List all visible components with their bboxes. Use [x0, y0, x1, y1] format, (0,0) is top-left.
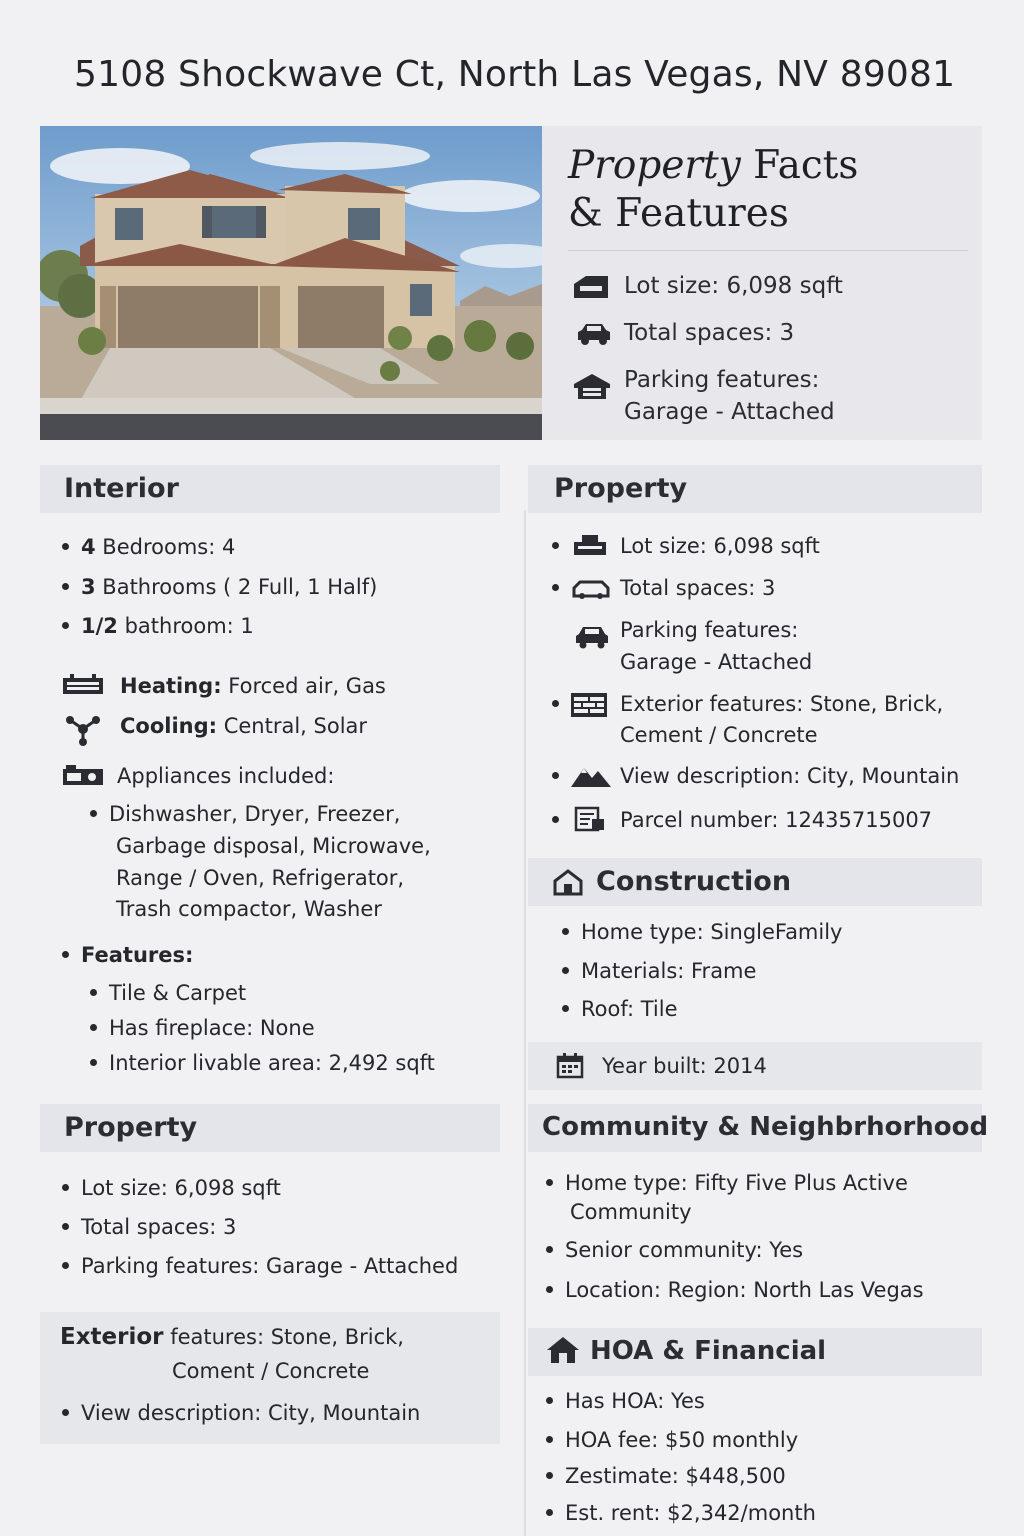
property-left-header — [40, 1104, 500, 1152]
appliances-label: Appliances included: — [117, 764, 335, 788]
property-right-header-label: Property — [554, 473, 688, 504]
property-exterior-l2: Cement / Concrete — [620, 723, 818, 747]
column-divider — [524, 510, 526, 1536]
construction-header — [528, 858, 982, 906]
exterior-features-row: Exterior features: Stone, Brick, — [60, 1324, 404, 1350]
list-item: Location: Region: North Las Vegas — [546, 1275, 924, 1305]
property-right-header — [528, 465, 982, 513]
interior-header — [40, 465, 500, 513]
home-filled-icon — [546, 1336, 580, 1364]
facts-title — [568, 142, 858, 238]
facts-divider — [568, 250, 968, 251]
list-item: Est. rent: $2,342/month — [546, 1498, 816, 1528]
construction-header-label: Construction — [596, 866, 792, 897]
appliances-line-2: Garbage disposal, Microwave, — [116, 834, 431, 858]
list-item: HOA fee: $50 monthly — [546, 1425, 798, 1455]
heating-icon — [62, 674, 104, 696]
appliances-icon — [62, 764, 104, 786]
year-built: Year built: 2014 — [602, 1054, 767, 1078]
list-item: Materials: Frame — [562, 956, 756, 986]
list-item: Lot size: 6,098 sqft — [62, 1173, 281, 1203]
list-item: 4 Bedrooms: 4 — [62, 532, 235, 562]
list-item — [552, 805, 571, 835]
list-item: Total spaces: 3 — [62, 1212, 236, 1242]
list-item — [552, 531, 571, 561]
list-item: Home type: SingleFamily — [562, 917, 843, 947]
lot-icon — [572, 274, 610, 300]
hoa-header-label: HOA & Financial — [590, 1336, 827, 1366]
list-item: Senior community: Yes — [546, 1235, 803, 1265]
facts-title-line2: & Features — [568, 191, 789, 236]
house-photo — [40, 126, 542, 440]
brick-wall-icon — [570, 692, 608, 718]
heating-row: Heating: Forced air, Gas — [120, 674, 386, 698]
property-lot-size: Lot size: 6,098 sqft — [620, 534, 820, 558]
appliances-line-4: Trash compactor, Washer — [116, 897, 382, 921]
list-item: Dishwasher, Dryer, Freezer, — [90, 799, 400, 829]
community-home-type-l2: Community — [570, 1200, 692, 1224]
community-header-label: Community & Neighbrhorhood — [542, 1112, 989, 1142]
property-left-header-label: Property — [64, 1112, 198, 1143]
cooling-row: Cooling: Central, Solar — [120, 714, 368, 738]
features-label: Features: — [62, 940, 193, 970]
list-item — [552, 573, 571, 603]
list-item: Tile & Carpet — [90, 978, 246, 1008]
hoa-header — [528, 1328, 982, 1376]
community-header — [528, 1104, 989, 1152]
list-item — [552, 689, 571, 719]
interior-header-label: Interior — [64, 473, 179, 504]
lot-icon — [572, 534, 608, 556]
list-item — [552, 761, 571, 791]
list-item: 3 Bathrooms ( 2 Full, 1 Half) — [62, 572, 377, 602]
list-item: 1/2 bathroom: 1 — [62, 611, 254, 641]
list-item: Zestimate: $448,500 — [546, 1461, 786, 1491]
list-item: Roof: Tile — [562, 994, 678, 1024]
exterior-features-line-2: Coment / Concrete — [172, 1359, 370, 1383]
page-title: 5108 Shockwave Ct, North Las Vegas, NV 89081 — [74, 54, 956, 95]
list-item: View description: City, Mountain — [62, 1398, 420, 1428]
appliances-line-3: Range / Oven, Refrigerator, — [116, 866, 405, 890]
calendar-icon — [556, 1053, 584, 1079]
property-parking-l1: Parking features: — [620, 618, 799, 642]
garage-icon — [572, 372, 612, 400]
list-item: Has HOA: Yes — [546, 1386, 705, 1416]
facts-total-spaces: Total spaces: 3 — [624, 320, 795, 346]
document-icon — [574, 806, 606, 832]
property-exterior-l1: Exterior features: Stone, Brick, — [620, 692, 944, 716]
list-item: Parking features: Garage - Attached — [62, 1251, 458, 1281]
mountain-icon — [570, 764, 612, 788]
facts-parking-l2: Garage - Attached — [624, 399, 835, 425]
list-item: Has fireplace: None — [90, 1013, 315, 1043]
home-icon — [552, 868, 584, 896]
facts-parking-l1: Parking features: — [624, 367, 820, 393]
cooling-icon — [64, 712, 102, 746]
car-icon — [572, 580, 610, 600]
facts-title-italic: Property — [568, 143, 741, 188]
garage-car-icon — [574, 625, 610, 649]
property-view: View description: City, Mountain — [620, 764, 960, 788]
property-parcel: Parcel number: 12435715007 — [620, 808, 933, 832]
list-item: Interior livable area: 2,492 sqft — [90, 1048, 435, 1078]
facts-lot-size: Lot size: 6,098 sqft — [624, 273, 843, 299]
property-parking-l2: Garage - Attached — [620, 650, 813, 674]
facts-title-rest: Facts — [740, 143, 859, 188]
car-icon — [576, 322, 612, 346]
property-total-spaces: Total spaces: 3 — [620, 576, 776, 600]
list-item: Home type: Fifty Five Plus Active — [546, 1168, 908, 1198]
